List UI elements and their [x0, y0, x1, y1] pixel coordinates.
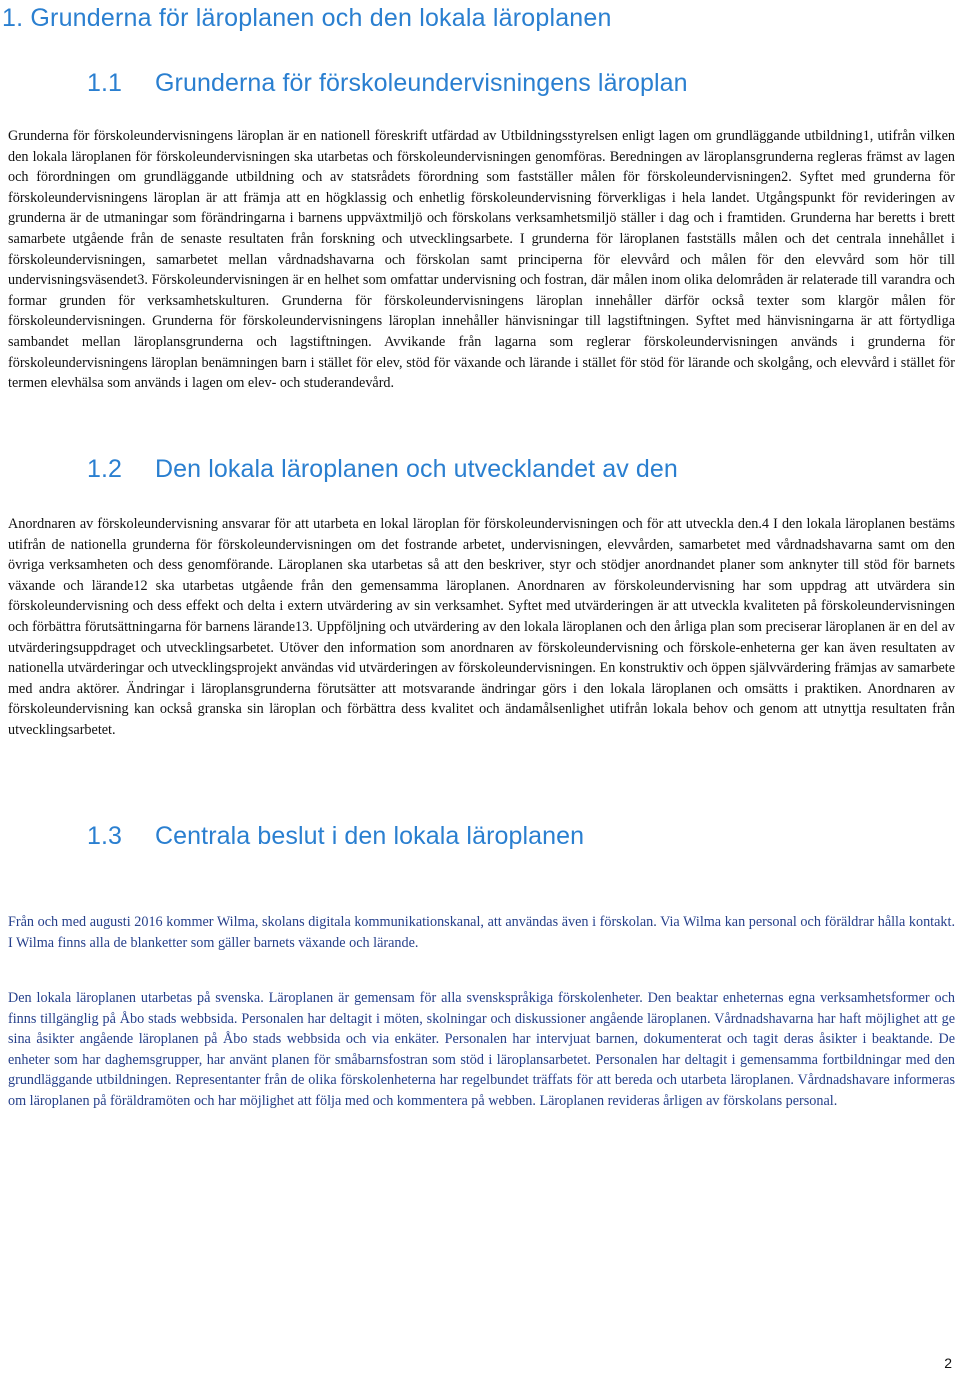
section-heading-1-3	[87, 822, 584, 851]
local-paragraph-process: Den lokala läroplanen utarbetas på svenska. Läroplanen är gemensam för alla svenskspråkiga förskolenheter. Den beaktar enheternas egna verksamhetsformer och finns tillgänglig på Åbo stads webbsida. Personalen har deltagit i möten, skolningar och diskussioner angående läroplanen. Vårdnadshavarna har haft möjlighet att ge sina åsikter angående läroplanen på Åbo stads webbsida och via enkäter. Personalen har intervjuat barnen, dokumenterat och tagit deras åsikter i beaktande. De enheter som har daghemsgrupper, har använt planen för småbarnsfostran som stöd i läroplansarbetet. Personalen har deltagit i gemensamma fortbildningar med den grundläggande utbildningen. Representanter från de olika förskolenheterna har regelbundet träffats för att bereda och utarbeta läroplanen. Vårdnadshavare informeras om läroplanen på föräldramöten och har möjlighet att följa med och kommentera på webben. Läroplanen revideras årligen av förskolans personal.	[8, 990, 955, 1109]
section-1-1-text: Grunderna för förskoleundervisningens läroplan är en nationell föreskrift utfärdad av Utbildningsstyrelsen enligt lagen om grundläggande utbildning1, utifrån vilken den lokala läroplanen för förskoleundervisningen ska utarbetas och förskoleundervisningen genomföras. Beredningen av läroplansgrunderna regleras främst av lagen och förordningen om grundläggande utbildning och av statsrådets förordning som fastställer målen för förskoleundervisningen2. Syftet med grunderna för förskoleundervisningens läroplan är att främja att en högklassig och enhetlig förskoleundervisning förverkligas i hela landet. Utgångspunkt för revideringen av grunderna är de utmaningar som förändringarna i barnens uppväxtmiljö och förskolans verksamhetsmiljö ställer i dag och i framtiden. Grunderna har beretts i brett samarbete utgående från de senaste resultaten från forskning och utvecklingsarbete. I grunderna för läroplanen fastställs målen och det centrala innehållet i förskoleundervisningen, samarbetet mellan vårdnadshavarna och förskolan samt principerna för elevvård och målen för den elevvård som hör till undervisningsväsendet3. Förskoleundervisningen är en helhet som omfattar undervisning och fostran, där målen inom olika delområden är relaterade till varandra och formar grunden för verksamhetskulturen. Grunderna för förskoleundervisningens läroplan innehåller därför också texter som klargör målen för förskoleundervisningen. Grunderna för förskoleundervisningens läroplan innehåller hänvisningar till lagstiftningen. Syftet med hänvisningarna är att förtydliga sambandet mellan läroplansgrunderna och lagstiftningen. Avvikande från lagarna som reglerar förskoleundervisningen används i grunderna för förskoleundervisningens läroplan benämningen barn i stället för elev, stöd för växande och lärande i stället för stöd för lärande och skolgång, och elevvård i stället för termen elevhälsa som används i lagen om elev- och studerandevård.	[8, 128, 955, 392]
section-number: 1.3	[87, 822, 123, 850]
section-title: Den lokala läroplanen och utvecklandet av den	[155, 455, 678, 483]
section-title: Grunderna för förskoleundervisningens läroplan	[155, 69, 688, 97]
local-paragraph-wilma: Från och med augusti 2016 kommer Wilma, skolans digitala kommunikationskanal, att användas även i förskolan. Via Wilma kan personal och föräldrar hålla kontakt. I Wilma finns alla de blanketter som gäller barnets växande och lärande.	[8, 914, 955, 951]
section-number: 1.1	[87, 69, 123, 97]
section-number: 1.2	[87, 455, 123, 483]
page-number: 2	[944, 1355, 952, 1371]
section-title: Centrala beslut i den lokala läroplanen	[155, 822, 585, 850]
page-title: 1. Grunderna för läroplanen och den lokala läroplanen	[2, 4, 612, 32]
section-heading-1-2	[87, 455, 678, 484]
section-1-2-text: Anordnaren av förskoleundervisning ansvarar för att utarbeta en lokal läroplan för förskoleundervisningen och för att utveckla den.4 I den lokala läroplanen bestäms utifrån de nationella grunderna för förskoleundervisningen om det fostrande arbetet, undervisningen, elevvården, samarbetet med vårdnadshavarna samt om den övriga verksamheten och dess genomförande. Läroplanen ska utarbetas så att den beskriver, styr och stödjer anordnandet planer som anknyter till stöd för barnets växande och lärande12 ska utarbetas utgående från den gemensamma läroplanen. Anordnaren av förskoleundervisning har som uppdrag att utvärdera sin förskoleundervisning och dess effekt och delta i extern utvärdering av sin verksamhet. Syftet med utvärderingen är att utveckla kvaliteten på förskoleundervisningen och förbättra förutsättningarna för barnens lärande13. Uppföljning och utvärdering av den lokala läroplanen och den årliga plan som preciserar läroplanen är en del av utvärderingsuppdraget och utvecklingsarbetet. Utöver den information som anordnaren av förskoleundervisning och förskole-enheterna ger kan även resultaten av nationella utvärderingar och utvecklingsprojekt användas vid utvärderingen av förskoleundervisningen. En konstruktiv och öppen självvärdering främjas av samarbete med andra aktörer. Ändringar i läroplansgrunderna förutsätter att motsvarande ändringar görs i den lokala läroplanen och omsätts i praktiken. Anordnaren av förskoleundervisning kan också granska sin läroplan och förbättra dess kvalitet och ändamålsenlighet utifrån lokala behov och genom att utnyttja resultaten från utvecklingsarbetet.	[8, 516, 955, 738]
section-heading-1-1	[87, 69, 688, 98]
